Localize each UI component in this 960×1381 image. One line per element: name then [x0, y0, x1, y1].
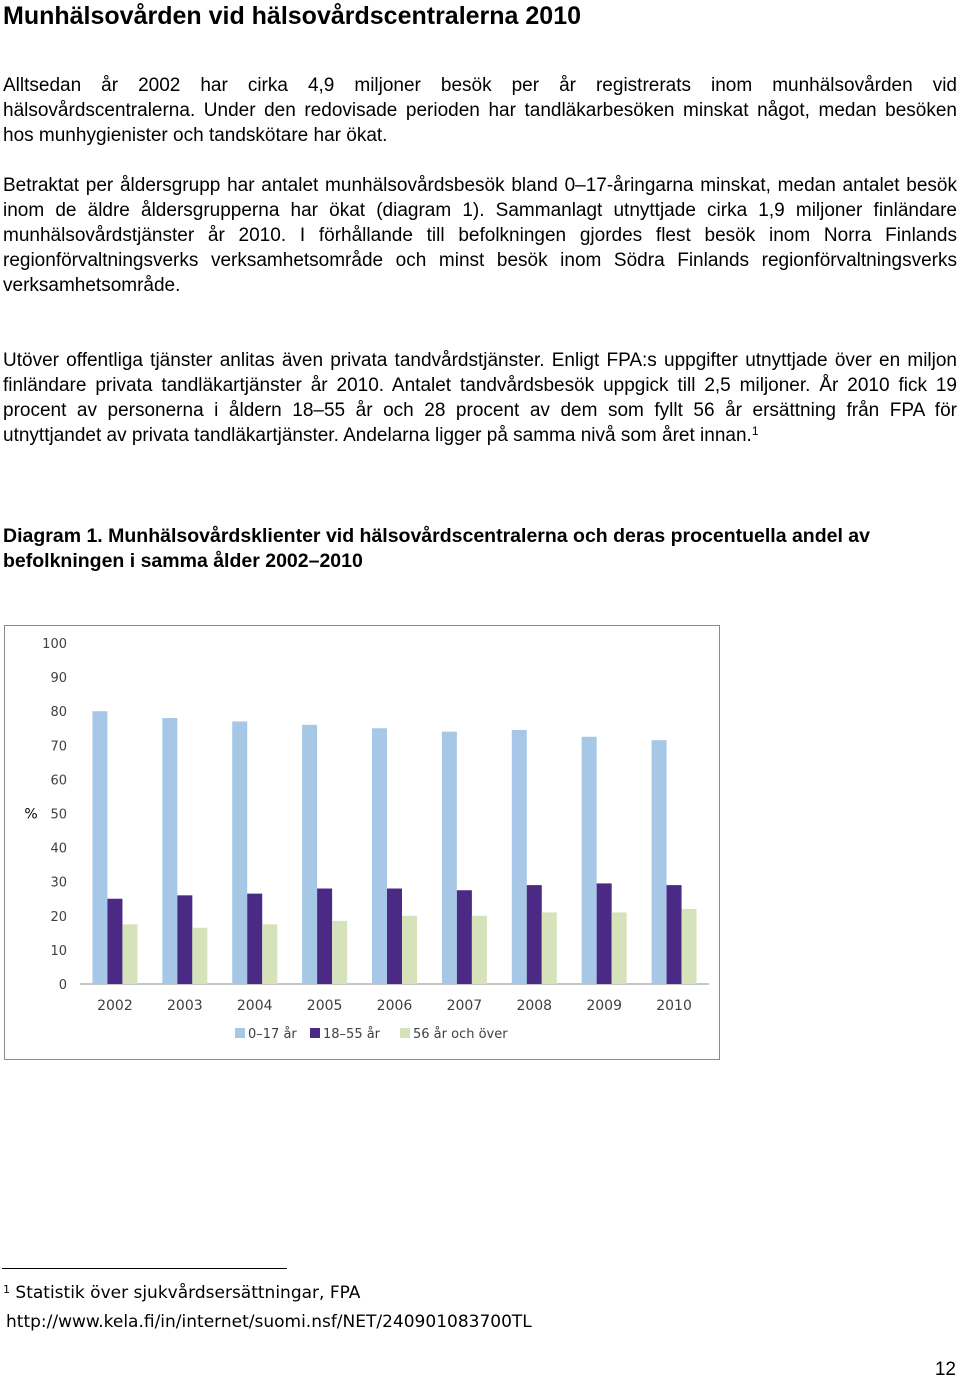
bar-3-2007	[472, 916, 487, 984]
bar-2-2009	[597, 883, 612, 984]
x-tick-label: 2005	[306, 998, 343, 1014]
legend-label: 18–55 år	[323, 1027, 381, 1042]
legend-swatch	[310, 1028, 320, 1038]
bar-2-2004	[247, 894, 262, 984]
bar-1-2007	[442, 732, 457, 984]
bar-3-2003	[192, 928, 207, 984]
footnote-source	[3, 1283, 360, 1303]
x-tick-label: 2008	[516, 998, 553, 1014]
bar-chart	[5, 626, 719, 1059]
chart-container	[4, 625, 720, 1060]
x-tick-label: 2002	[97, 998, 133, 1014]
y-tick-label: 100	[42, 637, 67, 652]
bar-1-2005	[302, 725, 317, 984]
bar-3-2008	[542, 912, 557, 984]
x-tick-label: 2007	[446, 998, 483, 1014]
legend-label: 0–17 år	[248, 1027, 297, 1042]
diagram-caption: Diagram 1. Munhälsovårdsklienter vid hälsovårdscentralerna och deras procentuella andel av befolkningen i samma ålder 2002–2010	[3, 525, 870, 572]
y-tick-label: 80	[50, 705, 67, 721]
bar-2-2008	[527, 885, 542, 984]
y-tick-label: 90	[50, 671, 67, 687]
legend-label: 56 år och över	[413, 1027, 508, 1042]
y-tick-label: 30	[50, 875, 67, 891]
bar-3-2006	[402, 916, 417, 984]
bar-1-2009	[582, 737, 597, 984]
y-axis-label: %	[24, 806, 38, 823]
bar-1-2002	[92, 711, 107, 984]
bar-2-2010	[667, 885, 682, 984]
bar-2-2005	[317, 889, 332, 984]
bar-3-2004	[262, 924, 277, 984]
page-number: 12	[934, 1359, 956, 1380]
paragraph-intro: Alltsedan år 2002 har cirka 4,9 miljoner besök per år registrerats inom munhälsovården vid hälsovårdscentralerna. Under den redovisade perioden har tandläkarbesöken minskat något, medan besöken hos munhygienister och tandskötare har ökat.	[3, 75, 957, 146]
footnote-reference[interactable]: 1	[751, 424, 759, 438]
x-tick-label: 2006	[376, 998, 413, 1014]
bar-2-2007	[457, 890, 472, 984]
bar-1-2010	[652, 740, 667, 984]
footnote-text: Statistik över sjukvårdsersättningar, FPA	[15, 1283, 361, 1303]
bar-2-2006	[387, 889, 402, 984]
page-title: Munhälsovården vid hälsovårdscentralerna 2010	[3, 2, 582, 30]
bar-3-2009	[612, 912, 627, 984]
x-tick-label: 2003	[167, 998, 203, 1014]
legend-swatch	[235, 1028, 245, 1038]
bar-1-2006	[372, 728, 387, 984]
paragraph-private-services-text: Utöver offentliga tjänster anlitas även privata tandvårdstjänster. Enligt FPA:s uppgifter utnyttjade över en miljon finländare privata tandläkartjänster år 2010. Antalet tandvårdsbesök uppgick till 2,5 miljoner. År 2010 fick 19 procent av personerna i åldern 18–55 år och 28 procent av dem som fyllt 56 år ersättning från FPA för utnyttjandet av privata tandläkartjänster. Andelarna ligger på samma nivå som året innan.	[3, 350, 957, 446]
y-tick-label: 10	[50, 943, 67, 959]
bar-1-2008	[512, 730, 527, 984]
y-tick-label: 0	[58, 978, 67, 993]
paragraph-age-groups: Betraktat per åldersgrupp har antalet munhälsovårdsbesök bland 0–17-åringarna minskat, medan antalet besök inom de äldre åldersgrupperna har ökat (diagram 1). Sammanlagt utnyttjade cirka 1,9 miljoner finländare munhälsovårdstjänster år 2010. I förhållande till befolkningen gjordes flest besök inom Norra Finlands regionförvaltningsverks verksamhetsområde och minst besök inom Södra Finlands regionförvaltningsverks verksamhetsområde.	[3, 175, 957, 296]
bar-2-2002	[107, 899, 122, 984]
y-tick-label: 20	[50, 909, 67, 925]
bar-3-2002	[122, 924, 137, 984]
y-tick-label: 60	[50, 773, 67, 789]
x-tick-label: 2010	[656, 998, 692, 1014]
bar-1-2003	[162, 718, 177, 984]
x-tick-label: 2009	[586, 998, 622, 1014]
bar-1-2004	[232, 721, 247, 984]
x-tick-label: 2004	[236, 998, 273, 1014]
bar-3-2005	[332, 921, 347, 984]
bar-3-2010	[682, 909, 697, 984]
footnote-url[interactable]: http://www.kela.fi/in/internet/suomi.nsf/NET/240901083700TL	[6, 1312, 532, 1332]
bar-2-2003	[177, 895, 192, 984]
legend-swatch	[400, 1028, 410, 1038]
paragraph-private-services	[3, 348, 957, 448]
y-tick-label: 40	[50, 841, 67, 857]
footnote-divider	[2, 1268, 287, 1269]
y-tick-label: 70	[50, 739, 67, 755]
footnote-number: 1	[3, 1283, 10, 1296]
y-tick-label: 50	[50, 807, 67, 823]
